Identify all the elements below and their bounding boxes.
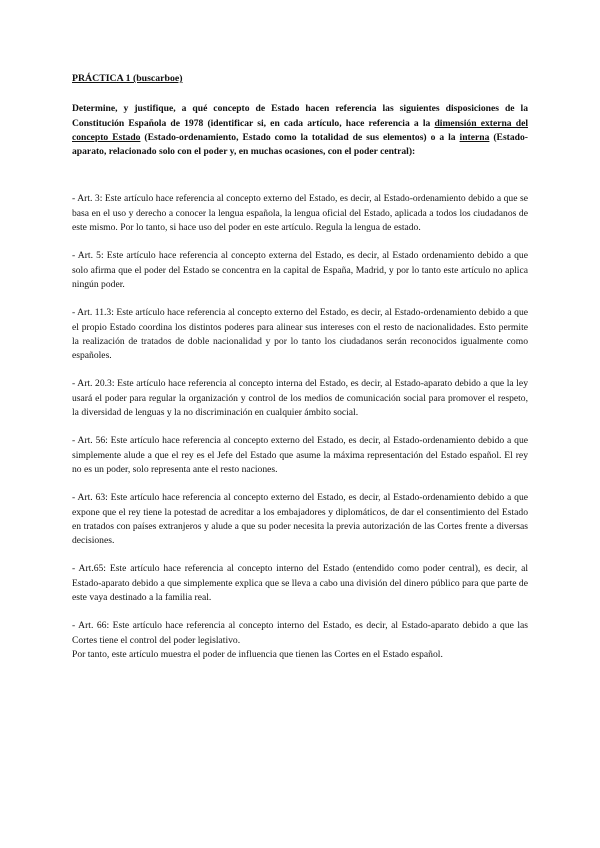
document-title: PRÁCTICA 1 (buscarboe) <box>72 73 183 84</box>
article-5-paragraph: - Art. 5: Este artículo hace referencia al concepto externa del Estado, es decir, al Estado ordenamiento debido a que solo afirma que el poder del Estado se concentra en la capital de España, Madrid, y por lo tanto este artículo no aplica ningún poder. <box>72 250 528 290</box>
article-11-3-paragraph: - Art. 11.3: Este artículo hace referencia al concepto externo del Estado, es decir, al Estado-ordenamiento debido a que el propio Estado coordina los distintos poderes para alinear sus intereses con el resto de nacionalidades. Esto permite la realización de tratados de doble nacionalidad y por lo tanto los ciudadanos serán reconocidos igualmente como españoles. <box>72 307 528 362</box>
document-page <box>72 72 528 676</box>
intro-underline-external: dimensión externa del concepto Estado <box>72 117 528 143</box>
article-3-paragraph: - Art. 3: Este artículo hace referencia al concepto externo del Estado, es decir, al Estado-ordenamiento debido a que se basa en el uso y derecho a conocer la lengua española, la lengua oficial del Estado, aplicada a todos los ciudadanos de este mismo. Por lo tanto, si hace uso del poder en este artículo. Regula la lengua de estado. <box>72 193 528 234</box>
article-20-3-paragraph: - Art. 20.3: Este artículo hace referencia al concepto interna del Estado, es decir, al Estado-aparato debido a que la ley usará el poder para regular la organización y control de los medios de comunicación social para promover el respeto, la diversidad de lenguas y la no discriminación en cualquier ámbito social. <box>72 378 528 419</box>
intro-text-1: Determine, y justifique, a qué concepto de Estado hacen referencia las siguientes disposiciones de la Constitución Española de 1978 (identificar si, en cada artículo, hace referencia a la <box>72 103 528 129</box>
article-66-paragraph: - Art. 66: Este artículo hace referencia al concepto interno del Estado, es decir, al Estado-aparato debido a que las Cortes tiene el control del poder legislativo. <box>72 620 528 646</box>
intro-text-2: (Estado-ordenamiento, Estado como la totalidad de sus elementos) o a la <box>140 131 460 143</box>
conclusion-paragraph: Por tanto, este artículo muestra el poder de influencia que tienen las Cortes en el Estado español. <box>72 648 443 660</box>
instructions-paragraph <box>72 102 528 159</box>
article-56-paragraph: - Art. 56: Este artículo hace referencia al concepto externo del Estado, es decir, al Estado-ordenamiento debido a que simplemente alude a que el rey es el Jefe del Estado que asume la máxima representación del Estado español. El rey no es un poder, solo representa ante el resto naciones. <box>72 435 528 475</box>
article-63-paragraph: - Art. 63: Este artículo hace referencia al concepto externo del Estado, es decir, al Estado-ordenamiento debido a que expone que el rey tiene la potestad de acreditar a los embajadores y diplomáticos, de dar el consentimiento del Estado en tratados con países extranjeros y alude a que su poder necesita la previa autorización de las Cortes frente a diversas decisiones. <box>72 492 528 547</box>
intro-underline-internal: interna <box>459 131 490 143</box>
article-65-paragraph: - Art.65: Este artículo hace referencia al concepto interno del Estado (entendido como poder central), es decir, al Estado-aparato debido a que simplemente explica que se lleva a cabo una división del dinero público para que parte de este vaya destinado a la familia real. <box>72 563 528 604</box>
intro-text-3: (Estado-aparato, relacionado solo con el poder y, en muchas ocasiones, con el poder central): <box>72 131 528 158</box>
